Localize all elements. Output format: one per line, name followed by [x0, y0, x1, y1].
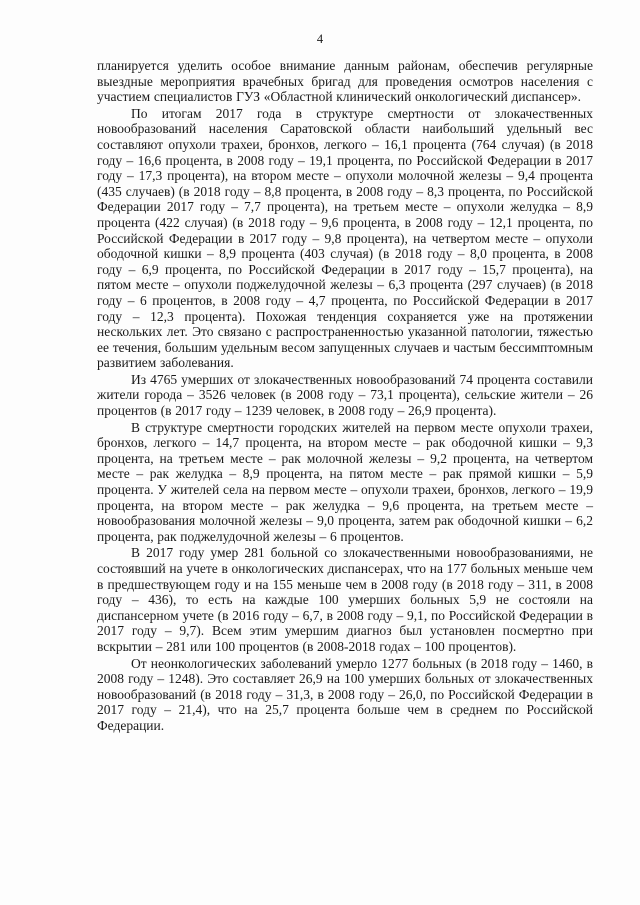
paragraph-urban-rural-share: Из 4765 умерших от злокачественных новообразований 74 процента составили жители города – 3526 человек (в 2008 году – 73,1 процента), сельские жители – 26 процентов (в 2017 году – 1239 человек, в 2008 году – 26,9 процента). [97, 371, 593, 419]
paragraph-mortality-structure: По итогам 2017 года в структуре смертности от злокачественных новообразований населения Саратовской области наибольший удельный вес составляют опухоли трахеи, бронхов, легкого – 16,1 процента (764 случая) (в 2018 году – 16,6 процента, в 2008 году – 19,1 процента, по Российской Федерации в 2017 году – 17,3 процента), на втором месте – опухоли молочной железы – 9,4 процента (435 случаев) (в 2018 году – 8,8 процента, в 2008 году – 8,3 процента, по Российской Федерации 2017 году – 7,7 процента), на третьем месте – опухоли желудка – 8,9 процента (422 случая) (в 2018 году – 9,6 процента, в 2008 году – 12,1 процента, по Российской Федерации в 2017 году – 9,8 процента), на четвертом месте – опухоли ободочной кишки – 8,9 процента (403 случая) (в 2018 году – 8,0 процента, в 2008 году – 6,9 процента, по Российской Федерации в 2017 году – 15,7 процента), на пятом месте – опухоли поджелудочной железы – 6,3 процента (297 случаев) (в 2018 году – 6 процентов, в 2008 году – 4,7 процента, по Российской Федерации в 2017 году – 12,3 процента). Похожая тенденция сохраняется уже на протяжении нескольких лет. Это связано с распространенностью указанной патологии, тяжестью ее течения, большим удельным весом запущенных случаев и частым бессимптомным развитием заболевания. [97, 105, 593, 371]
paragraph-continuation: планируется уделить особое внимание данным районам, обеспечив регулярные выездные мероприятия врачебных бригад для проведения осмотров населения с участием специалистов ГУЗ «Областной клинический онкологический диспансер». [97, 58, 593, 105]
document-body [97, 58, 593, 734]
page-number: 4 [316, 32, 324, 46]
paragraph-non-oncological-deaths: От неонкологических заболеваний умерло 1277 больных (в 2018 году – 1460, в 2008 году – 1248). Это составляет 26,9 на 100 умерших больных от злокачественных новообразований (в 2018 году – 31,3, в 2008 году – 26,0, по Российской Федерации в 2017 году – 21,4), что на 25,7 процента больше чем в среднем по Российской Федерации. [97, 655, 593, 733]
paragraph-unregistered-deaths: В 2017 году умер 281 больной со злокачественными новообразованиями, не состоявший на учете в онкологических диспансерах, что на 177 больных меньше чем в предшествующем году и на 155 меньше чем в 2008 году (в 2018 году – 311, в 2008 году – 436), то есть на каждые 100 умерших больных 5,9 не состояли на диспансерном учете (в 2016 году – 6,7, в 2008 году – 9,1, по Российской Федерации в 2017 году – 9,7). Всем этим умершим диагноз был установлен посмертно при вскрытии – 281 или 100 процентов (в 2008-2018 годах – 100 процентов). [97, 545, 593, 654]
paragraph-urban-rural-structure: В структуре смертности городских жителей на первом месте опухоли трахеи, бронхов, легкого – 14,7 процента, на втором месте – рак ободочной кишки – 9,3 процента, на третьем месте – рак молочной железы – 9,2 процента, на четвертом месте – рак желудка – 8,9 процента, на пятом месте – рак прямой кишки – 5,9 процента. У жителей села на первом месте – опухоли трахеи, бронхов, легкого – 19,9 процента, на втором месте – рак желудка – 9,6 процента, на третьем месте – новообразования молочной железы – 9,0 процента, затем рак ободочной кишки – 6,2 процента, рак поджелудочной железы – 6 процентов. [97, 419, 593, 544]
